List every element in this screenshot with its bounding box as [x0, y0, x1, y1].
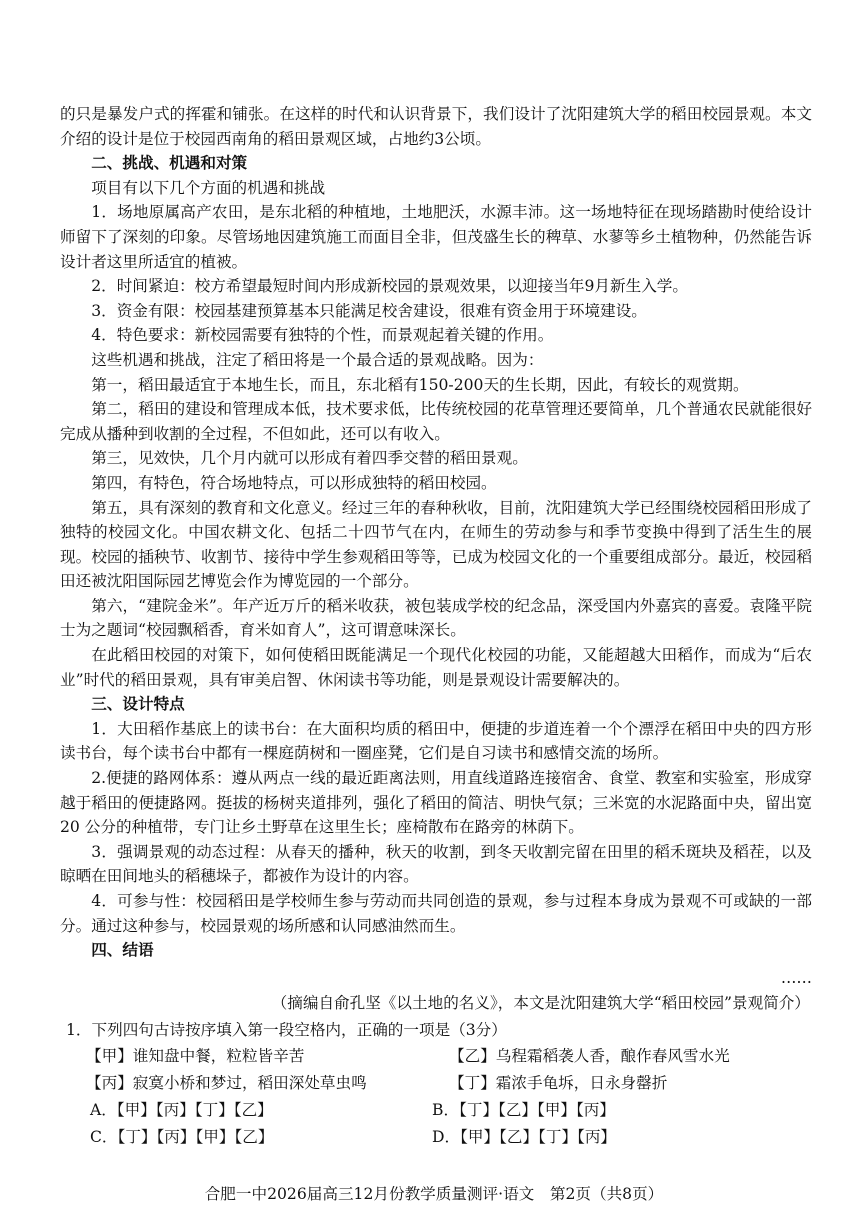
- poem-row: [60, 1043, 812, 1070]
- paragraph: 项目有以下几个方面的机遇和挑战: [91, 178, 326, 197]
- section-heading-4: 四、结语: [91, 940, 154, 960]
- paragraph: 2．时间紧迫：校方希望最短时间内形成新校园的景观效果，以迎接当年9月新生入学。: [91, 277, 688, 296]
- section-heading-3: 三、设计特点: [91, 694, 185, 714]
- paragraph: 3．强调景观的动态过程：从春天的播种，秋天的收割，到冬天收割完留在田里的稻禾斑块及稻茬，以及晾晒在田间地头的稻穗垛子，都被作为设计的内容。: [60, 842, 812, 886]
- question-1: [60, 1017, 812, 1151]
- source-note: （摘编自俞孔坚《以土地的名义》，本文是沈阳建筑大学“稻田校园”景观简介）: [271, 993, 810, 1012]
- option-d[interactable]: D．【甲】【乙】【丁】【丙】: [432, 1127, 617, 1146]
- paragraph: 1．场地原属高产农田，是东北稻的种植地，土地肥沃，水源丰沛。这一场地特征在现场踏勘时使给设计师留下了深刻的印象。尽管场地因建筑施工而面目全非，但茂盛生长的稗草、水蓼等乡土植物种，仍然能告诉设计者这里所适宜的植被。: [60, 203, 812, 271]
- paragraph: 的只是暴发户式的挥霍和铺张。在这样的时代和认识背景下，我们设计了沈阳建筑大学的稻田校园景观。本文介绍的设计是位于校园西南角的稻田景观区域，占地约3公顷。: [60, 105, 812, 148]
- paragraph: 3．资金有限：校园基建预算基本只能满足校舍建设，很难有资金用于环境建设。: [91, 301, 647, 320]
- paragraph: 第六，“建院金米”。年产近万斤的稻米收获，被包装成学校的纪念品，深受国内外嘉宾的喜爱。袁隆平院士为之题词“校园飘稻香，育米如育人”，这可谓意味深长。: [60, 596, 812, 640]
- option-row: [60, 1124, 812, 1151]
- page-footer: 合肥一中2026届高三12月份教学质量测评·语文 第2页（共8页）: [204, 1185, 664, 1203]
- paragraph: 第五，具有深刻的教育和文化意义。经过三年的春种秋收，目前，沈阳建筑大学已经围绕校园稻田形成了独特的校园文化。中国农耕文化、包括二十四节气在内，在师生的劳动参与和季节变换中得到了活生生的展现。校园的插秧节、收割节、接待中学生参观稻田等等，已成为校园文化的一个重要组成部分。最近，校园稻田还被沈阳国际园艺博览会作为博览园的一个部分。: [60, 498, 812, 591]
- paragraph: 第三，见效快，几个月内就可以形成有着四季交替的稻田景观。: [91, 449, 528, 468]
- poem-ding: 【丁】霜浓手龟坼，日永身罄折: [449, 1073, 668, 1092]
- paragraph: 第二，稻田的建设和管理成本低，技术要求低，比传统校园的花草管理还要简单，几个普通农民就能很好完成从播种到收割的全过程，不但如此，还可以有收入。: [60, 400, 812, 443]
- paragraph: 第一，稻田最适宜于本地生长，而且，东北稻有150-200天的生长期，因此，有较长的观赏期。: [91, 375, 749, 394]
- article-body: [60, 102, 812, 1151]
- option-b[interactable]: B．【丁】【乙】【甲】【丙】: [432, 1100, 615, 1119]
- paragraph: 在此稻田校园的对策下，如何使稻田既能满足一个现代化校园的功能，又能超越大田稻作，而成为“后农业”时代的稻田景观，具有审美启智、休闲读书等功能，则是景观设计需要解决的。: [60, 646, 812, 689]
- ellipsis: ……: [780, 968, 812, 987]
- poem-bing: 【丙】寂寞小桥和梦过，稻田深处草虫鸣: [86, 1073, 367, 1092]
- option-a[interactable]: A．【甲】【丙】【丁】【乙】: [90, 1100, 273, 1119]
- paragraph: 4．可参与性：校园稻田是学校师生参与劳动而共同创造的景观，参与过程本身成为景观不可或缺的一部分。通过这种参与，校园景观的场所感和认同感油然而生。: [60, 892, 812, 935]
- section-3: [60, 717, 812, 938]
- poem-jia: 【甲】谁知盘中餐，粒粒皆辛苦: [86, 1046, 305, 1065]
- paragraph: 第四，有特色，符合场地特点，可以形成独特的稻田校园。: [91, 473, 497, 492]
- poem-yi: 【乙】乌程霜稻袭人香，酿作春风雪水光: [449, 1046, 730, 1065]
- option-row: [60, 1097, 812, 1124]
- section-heading-2: 二、挑战、机遇和对策: [91, 153, 248, 173]
- paragraph: 1．大田稻作基底上的读书台：在大面积均质的稻田中，便捷的步道连着一个个漂浮在稻田中央的四方形读书台，每个读书台中都有一棵庭荫树和一圈座凳，它们是自习读书和感情交流的场所。: [60, 719, 812, 763]
- paragraph: 这些机遇和挑战，注定了稻田将是一个最合适的景观战略。因为：: [91, 350, 544, 369]
- poem-row: [60, 1070, 812, 1097]
- section-2: [60, 176, 812, 692]
- option-c[interactable]: C．【丁】【丙】【甲】【乙】: [90, 1127, 274, 1146]
- paragraph: 2.便捷的路网体系：遵从两点一线的最近距离法则，用直线道路连接宿舍、食堂、教室和实验室，形成穿越于稻田的便捷路网。挺拔的杨树夹道排列，强化了稻田的简洁、明快气氛；三米宽的水泥路面中央，留出宽 20 公分的种植带，专门让乡土野草在这里生长；座椅散布在路旁的林荫下。: [60, 769, 812, 837]
- question-stem: 1．下列四句古诗按序填入第一段空格内，正确的一项是（3分）: [66, 1020, 507, 1039]
- paragraph: 4．特色要求：新校园需要有独特的个性，而景观起着关键的作用。: [91, 326, 554, 345]
